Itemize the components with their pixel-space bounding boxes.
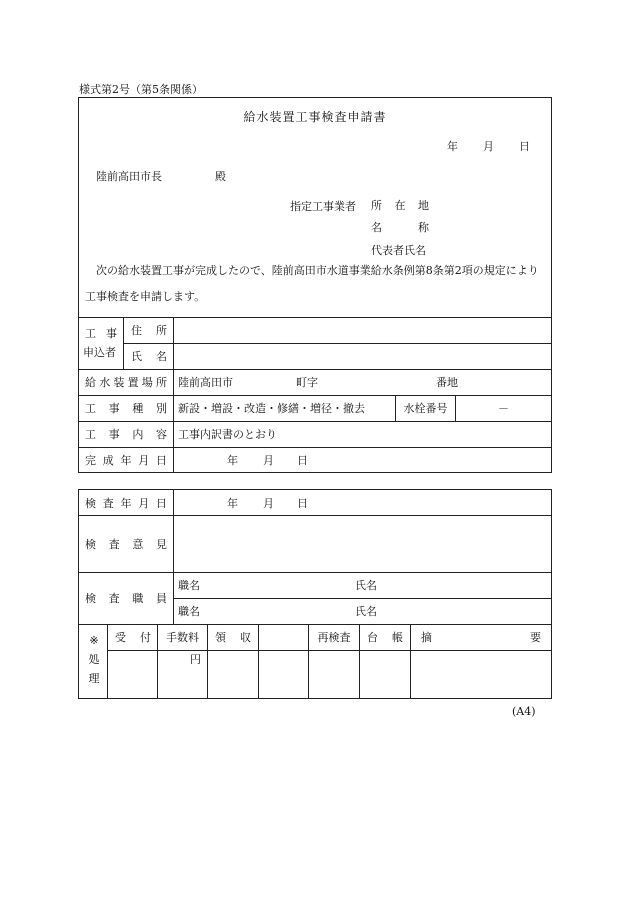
- designated-contractor-label: 指定工事業者: [290, 200, 356, 213]
- label-char: 在: [394, 199, 406, 212]
- label-char: 員: [155, 592, 167, 605]
- label-char: 収: [240, 631, 251, 644]
- label-char: 検: [85, 537, 96, 551]
- contractor-address-label: [371, 198, 429, 212]
- inspection-year: 年: [227, 496, 238, 510]
- label-char: 月: [138, 453, 150, 467]
- applicant-address-field[interactable]: [175, 317, 549, 343]
- label-char: 名: [156, 350, 167, 363]
- label-char: 年: [120, 453, 132, 467]
- inspection-staff-label: [85, 572, 167, 624]
- fee-header: 手数料: [166, 631, 199, 644]
- label-char: 装: [113, 376, 125, 389]
- application-section: [78, 97, 552, 473]
- label-char: 称: [418, 221, 429, 234]
- label-char: 理: [88, 672, 100, 685]
- label-char: 名: [371, 221, 382, 234]
- staff-2-job-title-label: 職名: [178, 605, 200, 618]
- inspection-opinion-field[interactable]: [175, 516, 549, 572]
- applicant-name-field[interactable]: [175, 343, 549, 369]
- label-char: 水: [99, 376, 111, 389]
- label-char: 給: [85, 376, 96, 389]
- receipt-header: [215, 624, 251, 650]
- label-char: 日: [156, 453, 167, 467]
- label-char: 査: [108, 537, 120, 551]
- label-char: 地: [418, 199, 429, 212]
- date-month: 月: [483, 140, 494, 153]
- label-char: 検: [85, 592, 96, 605]
- applicant-address-label: [131, 317, 167, 343]
- work-content-value: 工事内訳書のとおり: [178, 428, 277, 441]
- addressee-honorific: 殿: [215, 170, 226, 183]
- label-char: 工: [85, 428, 96, 441]
- label-char: 容: [155, 428, 167, 441]
- label-char: 日: [156, 496, 167, 510]
- label-char: 月: [138, 496, 150, 510]
- label-char: 査: [108, 592, 120, 605]
- label-char: ※: [89, 634, 99, 647]
- label-char: 氏: [131, 350, 142, 363]
- location-town: 町字: [296, 376, 318, 389]
- label-char: 完: [85, 453, 96, 467]
- label-char: 置: [127, 376, 139, 389]
- inspection-opinion-label: [85, 515, 167, 572]
- label-char: 領: [215, 631, 226, 644]
- completion-date-label: [85, 447, 167, 472]
- paper-size-note: (A4): [512, 705, 536, 718]
- label-char: 成: [102, 453, 114, 467]
- location-city: 陸前高田市: [178, 376, 233, 389]
- addressee-name: 陸前高田市長: [96, 170, 162, 183]
- date-year: 年: [447, 140, 458, 153]
- location-banchi: 番地: [436, 376, 458, 389]
- completion-month: 月: [263, 453, 274, 467]
- label-char: 事: [108, 402, 120, 415]
- label-char: 別: [155, 402, 167, 415]
- inspection-month: 月: [263, 496, 274, 510]
- label-char: 職: [132, 592, 144, 605]
- label-char: 要: [530, 631, 541, 644]
- label-char: 所: [371, 199, 382, 212]
- label-char: 事: [108, 428, 120, 441]
- staff-1-job-title-label: 職名: [178, 579, 200, 592]
- form-number: 様式第2号（第5条関係）: [79, 83, 203, 96]
- ledger-header: [367, 624, 403, 650]
- construction-group-label: [85, 326, 117, 340]
- reinspection-header: 再検査: [317, 631, 351, 644]
- contractor-name-label: [371, 220, 429, 234]
- fee-yen-unit: 円: [190, 653, 201, 666]
- label-char: 事: [106, 327, 117, 340]
- hydrant-number-label: 水栓番号: [403, 402, 448, 415]
- applicant-group-label: 申込者: [83, 346, 116, 359]
- label-char: 所: [156, 324, 167, 337]
- reception-header: [115, 624, 151, 650]
- hydrant-number-value: －: [498, 402, 509, 415]
- label-char: 意: [132, 537, 144, 551]
- label-char: 場: [141, 376, 153, 389]
- label-char: 帳: [392, 631, 403, 644]
- label-char: 台: [367, 631, 378, 644]
- staff-2-name-label: 氏名: [355, 605, 377, 618]
- staff-1-name-label: 氏名: [355, 579, 377, 592]
- label-char: 内: [132, 428, 144, 441]
- remarks-header: [421, 624, 541, 650]
- label-char: 見: [155, 537, 167, 551]
- label-char: 住: [131, 324, 142, 337]
- work-content-label: [85, 421, 167, 447]
- label-char: 種: [132, 402, 144, 415]
- label-char: 年: [120, 496, 132, 510]
- installation-location-label: [85, 369, 167, 395]
- label-char: 工: [85, 402, 96, 415]
- label-char: 検: [85, 496, 96, 510]
- inspection-section: [78, 489, 552, 699]
- document-title: 給水装置工事検査申請書: [243, 110, 387, 124]
- work-type-options: 新設・増設・改造・修繕・増径・撤去: [178, 402, 365, 415]
- work-type-label: [85, 395, 167, 421]
- label-char: 所: [155, 376, 167, 389]
- representative-name-label: 代表者氏名: [371, 244, 426, 257]
- label-char: 工: [85, 327, 96, 340]
- label-char: 受: [115, 631, 126, 644]
- inspection-day: 日: [297, 496, 308, 510]
- label-char: 摘: [421, 631, 432, 644]
- date-day: 日: [519, 140, 530, 153]
- completion-day: 日: [297, 453, 308, 467]
- label-char: 査: [102, 496, 114, 510]
- label-char: 付: [140, 631, 151, 644]
- inspection-date-label: [85, 490, 167, 515]
- completion-year: 年: [227, 453, 238, 467]
- application-statement: 次の給水装置工事が完成したので、陸前高田市水道事業給水条例第8条第2項の規定により工事検査を申請します。: [85, 264, 539, 303]
- applicant-name-label: [131, 343, 167, 369]
- processing-label: [85, 634, 103, 686]
- label-char: 処: [88, 652, 100, 666]
